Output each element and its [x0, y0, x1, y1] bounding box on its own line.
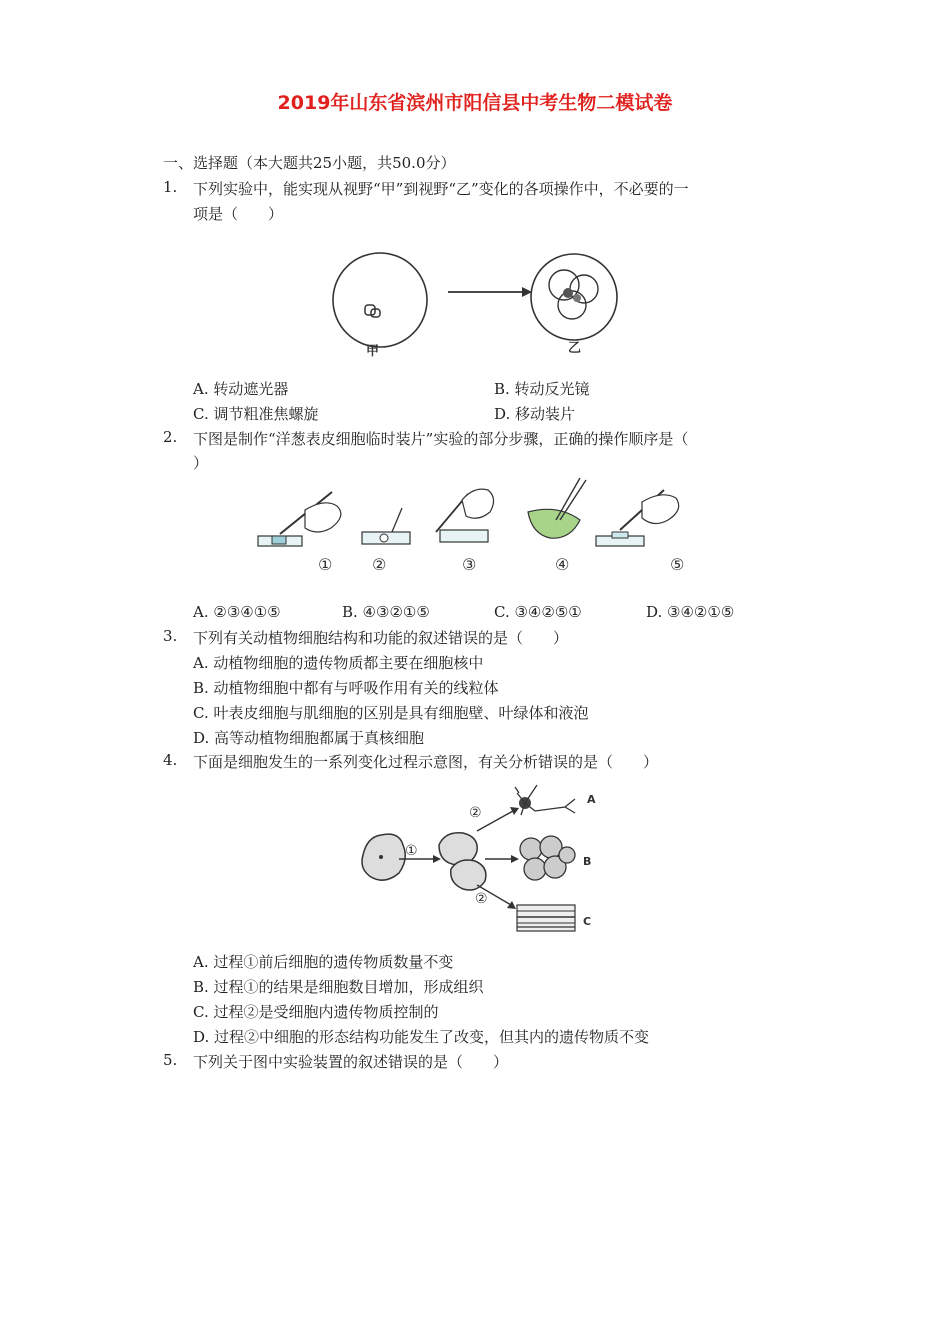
- step3-label: ③: [462, 555, 477, 574]
- question-number: 5.: [163, 1051, 178, 1069]
- step4-onion-leaf-icon: [528, 478, 586, 538]
- option-d[interactable]: D. 过程②中细胞的形态结构功能发生了改变，但其内的遗传物质不变: [193, 1028, 650, 1046]
- option-a[interactable]: A. 过程①前后细胞的遗传物质数量不变: [193, 953, 454, 971]
- enlarged-cells-icon: [549, 270, 598, 319]
- page-title: 2019年山东省滨州市阳信县中考生物二模试卷: [277, 92, 673, 114]
- option-a[interactable]: A. 转动遮光器: [193, 380, 289, 398]
- cell-process-figure: [355, 775, 605, 940]
- question-number: 4.: [163, 751, 178, 769]
- process1-label: ①: [405, 843, 418, 859]
- question-text: 下列有关动植物细胞结构和功能的叙述错误的是（ ）: [193, 629, 569, 647]
- option-c[interactable]: C. 调节粗准焦螺旋: [193, 405, 319, 423]
- question-text: 下图是制作“洋葱表皮细胞临时装片”实验的部分步骤，正确的操作顺序是（: [193, 430, 689, 448]
- divided-cells-icon: [439, 833, 486, 890]
- option-c[interactable]: C. 叶表皮细胞与肌细胞的区别是具有细胞壁、叶绿体和液泡: [193, 704, 589, 722]
- option-d[interactable]: D. ③④②①⑤: [646, 603, 735, 621]
- process2-label-a: ②: [469, 805, 482, 821]
- view-jia-circle: [333, 253, 427, 347]
- arrow-head-icon: [511, 855, 519, 863]
- option-b[interactable]: B. 转动反光镜: [494, 380, 590, 398]
- step3-dropper-icon: [436, 489, 494, 542]
- option-d[interactable]: D. 移动装片: [494, 405, 576, 423]
- option-a[interactable]: A. 动植物细胞的遗传物质都主要在细胞核中: [193, 654, 484, 672]
- step2-label: ②: [372, 555, 387, 574]
- step2-slide-icon: [362, 508, 410, 544]
- question-text: 下列实验中，能实现从视野“甲”到视野“乙”变化的各项操作中，不必要的一: [193, 180, 689, 198]
- slide-steps-figure: [250, 472, 710, 580]
- arrow-head-icon: [433, 855, 441, 863]
- epithelial-tissue-icon: [520, 836, 575, 880]
- label-b: B: [583, 855, 592, 868]
- option-d[interactable]: D. 高等动植物细胞都属于真核细胞: [193, 729, 425, 747]
- option-a[interactable]: A. ②③④①⑤: [193, 603, 281, 621]
- question-number: 2.: [163, 428, 178, 446]
- muscle-tissue-icon: [517, 905, 575, 931]
- question-text: 下列关于图中实验装置的叙述错误的是（ ）: [193, 1053, 509, 1071]
- microscope-view-figure: [330, 245, 630, 360]
- section-heading: 一、选择题（本大题共25小题，共50.0分）: [163, 154, 456, 172]
- option-c[interactable]: C. ③④②⑤①: [494, 603, 582, 621]
- question-text: 项是（ ）: [193, 205, 284, 223]
- question-text: 下面是细胞发生的一系列变化过程示意图，有关分析错误的是（ ）: [193, 753, 659, 771]
- option-b[interactable]: B. ④③②①⑤: [342, 603, 430, 621]
- step1-tweezers-icon: [258, 492, 341, 546]
- step5-coverslip-icon: [596, 490, 679, 546]
- label-c: C: [583, 915, 592, 928]
- option-c[interactable]: C. 过程②是受细胞内遗传物质控制的: [193, 1003, 439, 1021]
- nerve-tissue-icon: [515, 785, 575, 815]
- arrow-head-icon: [507, 901, 516, 909]
- option-b[interactable]: B. 过程①的结果是细胞数目增加，形成组织: [193, 978, 484, 996]
- step5-label: ⑤: [670, 555, 685, 574]
- small-cell-icon: [365, 305, 380, 317]
- question-number: 3.: [163, 627, 178, 645]
- option-b[interactable]: B. 动植物细胞中都有与呼吸作用有关的线粒体: [193, 679, 499, 697]
- label-yi: 乙: [568, 341, 582, 356]
- process2-label-b: ②: [475, 891, 488, 907]
- question-text: ）: [193, 454, 209, 472]
- question-number: 1.: [163, 178, 178, 196]
- single-cell-icon: [362, 834, 405, 880]
- step4-label: ④: [555, 555, 570, 574]
- step1-label: ①: [318, 555, 333, 574]
- label-jia: 甲: [366, 344, 380, 359]
- arrow-head-icon: [510, 807, 519, 815]
- label-a: A: [587, 793, 596, 806]
